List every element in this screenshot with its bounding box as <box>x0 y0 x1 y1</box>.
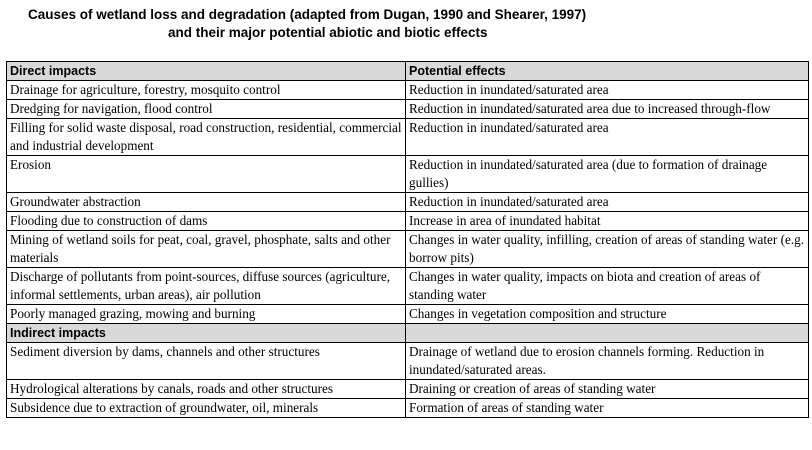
table-row <box>7 119 809 156</box>
impact-cell: Poorly managed grazing, mowing and burning <box>7 305 406 324</box>
effect-cell: Changes in vegetation composition and structure <box>406 305 809 324</box>
impact-cell: Drainage for agriculture, forestry, mosquito control <box>7 81 406 100</box>
effect-cell: Reduction in inundated/saturated area <box>406 81 809 100</box>
table-row <box>7 305 809 324</box>
effect-cell: Drainage of wetland due to erosion channels forming. Reduction in inundated/saturated areas. <box>406 343 809 380</box>
header-cell: Direct impacts <box>7 62 406 81</box>
table-row <box>7 212 809 231</box>
impact-cell: Flooding due to construction of dams <box>7 212 406 231</box>
header-cell: Indirect impacts <box>7 324 406 343</box>
wetland-impacts-table <box>6 61 809 418</box>
table-row <box>7 81 809 100</box>
effect-cell: Reduction in inundated/saturated area due to increased through-flow <box>406 100 809 119</box>
header-cell <box>406 324 809 343</box>
impact-cell: Discharge of pollutants from point-sources, diffuse sources (agriculture, informal settlements, urban areas), air pollution <box>7 268 406 305</box>
impact-cell: Erosion <box>7 156 406 193</box>
indirect-impacts-header-row <box>7 324 809 343</box>
header-cell: Potential effects <box>406 62 809 81</box>
impact-cell: Groundwater abstraction <box>7 193 406 212</box>
effect-cell: Formation of areas of standing water <box>406 399 809 418</box>
table-title <box>0 6 812 42</box>
impact-cell: Filling for solid waste disposal, road construction, residential, commercial and industrial development <box>7 119 406 156</box>
table-row <box>7 193 809 212</box>
effect-cell: Draining or creation of areas of standing water <box>406 380 809 399</box>
title-line-2: and their major potential abiotic and biotic effects <box>168 25 488 40</box>
table-row <box>7 100 809 119</box>
effect-cell: Reduction in inundated/saturated area <box>406 193 809 212</box>
impact-cell: Mining of wetland soils for peat, coal, gravel, phosphate, salts and other materials <box>7 231 406 268</box>
impact-cell: Subsidence due to extraction of groundwater, oil, minerals <box>7 399 406 418</box>
table-row <box>7 380 809 399</box>
effect-cell: Changes in water quality, impacts on biota and creation of areas of standing water <box>406 268 809 305</box>
table-row <box>7 268 809 305</box>
effect-cell: Changes in water quality, infilling, creation of areas of standing water (e.g. borrow pits) <box>406 231 809 268</box>
effect-cell: Increase in area of inundated habitat <box>406 212 809 231</box>
direct-impacts-header-row <box>7 62 809 81</box>
table-row <box>7 156 809 193</box>
effect-cell: Reduction in inundated/saturated area <box>406 119 809 156</box>
effect-cell: Reduction in inundated/saturated area (due to formation of drainage gullies) <box>406 156 809 193</box>
table-row <box>7 399 809 418</box>
table-row <box>7 231 809 268</box>
impact-cell: Sediment diversion by dams, channels and other structures <box>7 343 406 380</box>
impact-cell: Hydrological alterations by canals, roads and other structures <box>7 380 406 399</box>
title-line-1: Causes of wetland loss and degradation (adapted from Dugan, 1990 and Shearer, 1997) <box>28 7 587 22</box>
impact-cell: Dredging for navigation, flood control <box>7 100 406 119</box>
table-row <box>7 343 809 380</box>
